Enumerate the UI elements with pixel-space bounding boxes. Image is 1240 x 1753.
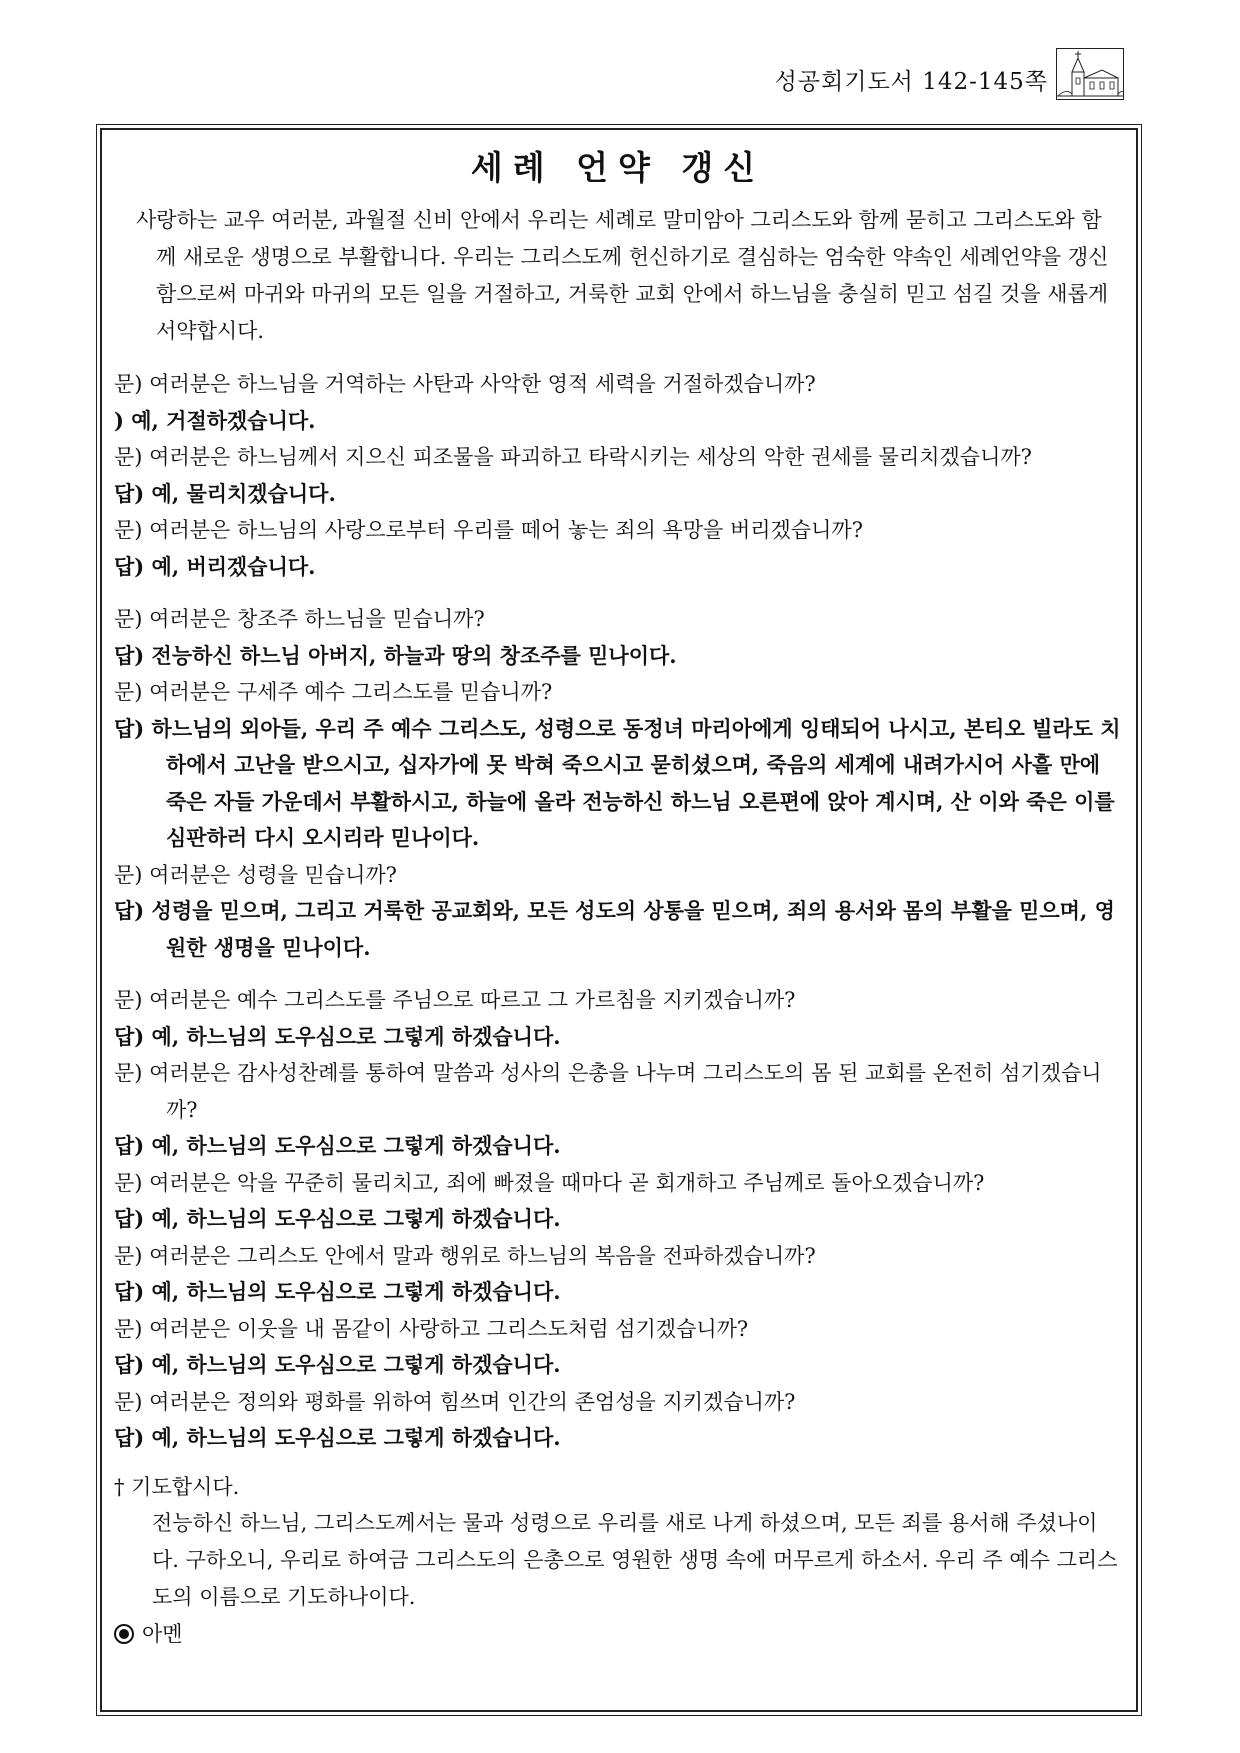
prayer-text: 전능하신 하느님, 그리스도께서는 물과 성령으로 우리를 새로 나게 하셨으며, 모든 죄를 용서해 주셨나이다. 구하오니, 우리로 하여금 그리스도의 은총으로 영원한 생명 속에 머무르게 하소서. 우리 주 예수 그리스도의 이름으로 기도하나이다.: [152, 1510, 1118, 1609]
spacer: [114, 966, 1122, 982]
intro-paragraph: 사랑하는 교우 여러분, 과월절 신비 안에서 우리는 세례로 말미암아 그리스도와 함께 묻히고 그리스도와 함께 새로운 생명으로 부활합니다. 우리는 그리스도께 헌신하기로 결심하는 엄숙한 약속인 세례언약을 갱신함으로써 마귀와 마귀의 모든 일을 거절하고, 거룩한 교회 안에서 하느님을 충실히 믿고 섬길 것을 새롭게 서약합시다.: [136, 208, 1109, 343]
bullet-circle-icon: [114, 1624, 134, 1644]
question-line: 문) 여러분은 하느님의 사랑으로부터 우리를 떼어 놓는 죄의 욕망을 버리겠습니까?: [114, 518, 863, 542]
question-line: 문) 여러분은 구세주 예수 그리스도를 믿습니까?: [114, 680, 553, 704]
answer-line: 답) 하느님의 외아들, 우리 주 예수 그리스도, 성령으로 동정녀 마리아에게 잉태되어 나시고, 본티오 빌라도 치하에서 고난을 받으시고, 십자가에 못 박혀 죽으시고 묻히셨으며, 죽음의 세계에 내려가시어 사흘 만에 죽은 자들 가운데서 부활하시고, 하늘에 올라 전능하신 하느님 오른편에 앉아 계시며, 산 이와 죽은 이를 심판하러 다시 오시리라 믿나이다.: [114, 715, 1121, 850]
qa-group-renunciation: [114, 366, 1122, 585]
document-frame: [96, 124, 1142, 1716]
answer-line: 답) 전능하신 하느님 아버지, 하늘과 땅의 창조주를 믿나이다.: [114, 642, 677, 668]
qa-group-commitments: [114, 982, 1122, 1457]
question-line: 문) 여러분은 정의와 평화를 위하여 힘쓰며 인간의 존엄성을 지키겠습니까?: [114, 1389, 796, 1414]
answer-line: 답) 예, 하느님의 도우심으로 그렇게 하겠습니다.: [114, 1425, 561, 1450]
church-icon: [1056, 48, 1124, 100]
question-line: 문) 여러분은 창조주 하느님을 믿습니까?: [114, 607, 485, 631]
question-line: 문) 여러분은 감사성찬례를 통하여 말씀과 성사의 은총을 나누며 그리스도의 몸 된 교회를 온전히 섬기겠습니까?: [114, 1061, 1102, 1122]
question-line: 문) 여러분은 예수 그리스도를 주님으로 따르고 그 가르침을 지키겠습니까?: [114, 988, 796, 1012]
answer-line: 답) 예, 하느님의 도우심으로 그렇게 하겠습니다.: [114, 1023, 561, 1049]
spacer: [114, 585, 1122, 601]
qa-group-creed: [114, 601, 1122, 966]
answer-line: ) 예, 거절하겠습니다.: [114, 407, 316, 433]
question-line: 문) 여러분은 그리스도 안에서 말과 행위로 하느님의 복음을 전파하겠습니까?: [114, 1243, 816, 1268]
page-header: [775, 42, 1124, 100]
prayer-heading: † 기도합시다.: [114, 1474, 240, 1499]
question-line: 문) 여러분은 이웃을 내 몸같이 사랑하고 그리스도처럼 섬기겠습니까?: [114, 1316, 749, 1341]
document-body: [100, 128, 1138, 1712]
amen-line: [114, 1616, 1122, 1652]
amen-text: 아멘: [142, 1621, 183, 1646]
answer-line: 답) 예, 하느님의 도우심으로 그렇게 하겠습니다.: [114, 1206, 561, 1231]
question-line: 문) 여러분은 성령을 믿습니까?: [114, 862, 397, 887]
question-line: 문) 여러분은 하느님께서 지으신 피조물을 파괴하고 타락시키는 세상의 악한 권세를 물리치겠습니까?: [114, 445, 1032, 469]
answer-line: 답) 예, 하느님의 도우심으로 그렇게 하겠습니다.: [114, 1352, 561, 1377]
answer-line: 답) 성령을 믿으며, 그리고 거룩한 공교회와, 모든 성도의 상통을 믿으며, 죄의 용서와 몸의 부활을 믿으며, 영원한 생명을 믿나이다.: [114, 898, 1115, 960]
spacer: [114, 350, 1122, 366]
page-title: 세례 언약 갱신: [470, 148, 766, 187]
book-reference: 성공회기도서 142-145쪽: [774, 69, 1048, 95]
answer-line: 답) 예, 물리치겠습니다.: [114, 480, 336, 506]
answer-line: 답) 예, 하느님의 도우심으로 그렇게 하겠습니다.: [114, 1133, 561, 1158]
question-line: 문) 여러분은 악을 꾸준히 물리치고, 죄에 빠졌을 때마다 곧 회개하고 주님께로 돌아오겠습니까?: [114, 1170, 985, 1195]
answer-line: 답) 예, 버리겠습니다.: [114, 553, 316, 579]
answer-line: 답) 예, 하느님의 도우심으로 그렇게 하겠습니다.: [114, 1279, 561, 1304]
question-line: 문) 여러분은 하느님을 거역하는 사탄과 사악한 영적 세력을 거절하겠습니까?: [114, 372, 816, 396]
